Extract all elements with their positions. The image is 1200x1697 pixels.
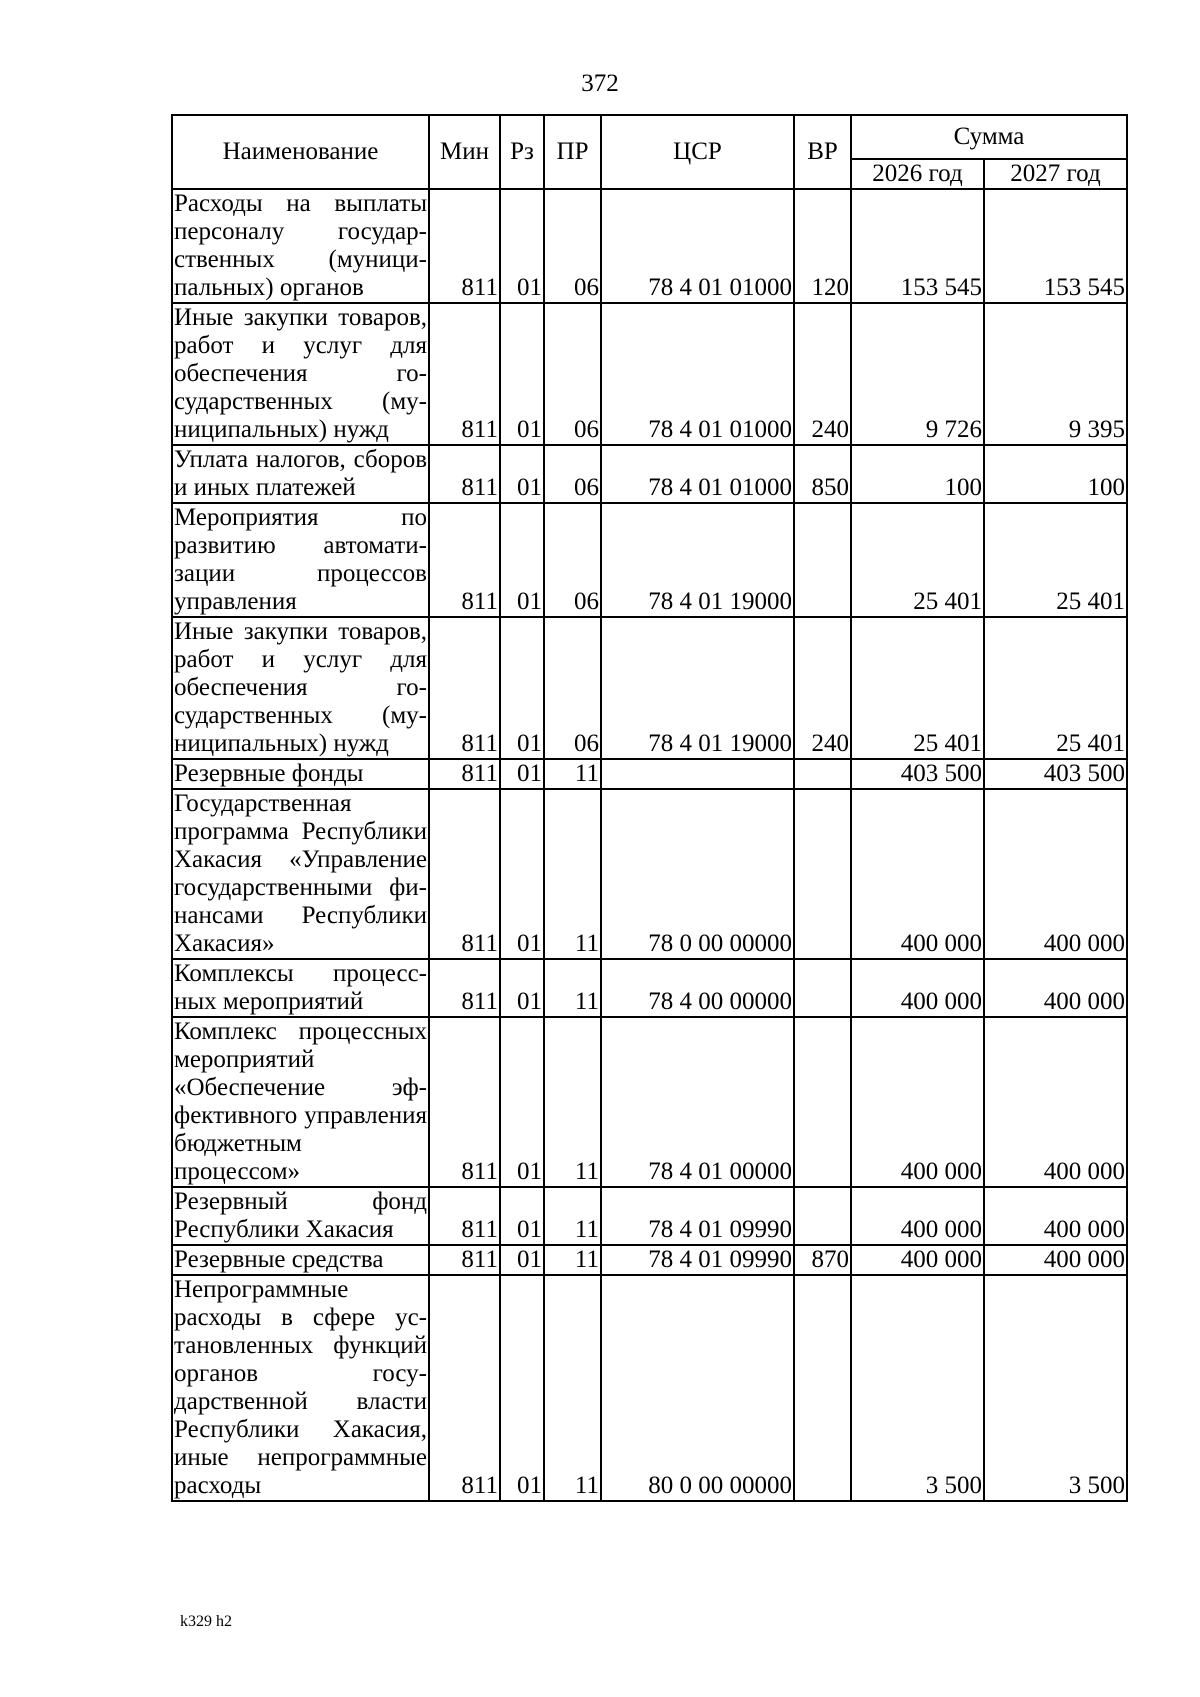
row-csr: 78 4 01 01000 (601, 445, 794, 503)
row-amount-2026: 100 (851, 445, 984, 503)
row-csr: 78 4 00 00000 (601, 959, 794, 1017)
row-rz: 01 (500, 1275, 544, 1501)
row-pr: 11 (544, 959, 601, 1017)
row-amount-2027: 9 395 (984, 303, 1127, 445)
row-min: 811 (429, 789, 500, 959)
row-pr: 11 (544, 1187, 601, 1245)
page-number: 372 (581, 70, 619, 97)
table-row (172, 1275, 1127, 1501)
row-pr: 06 (544, 303, 601, 445)
row-vr (794, 789, 851, 959)
row-name: Непрограммные расходы в сфере установленных функций органов государственной власти Республики Хакасия, иные непрограммные расходы (174, 1276, 427, 1499)
row-vr: 850 (794, 445, 851, 503)
row-amount-2027: 153 545 (984, 189, 1127, 303)
table-row (172, 617, 1127, 759)
row-rz: 01 (500, 189, 544, 303)
row-csr: 78 4 01 01000 (601, 303, 794, 445)
row-pr: 06 (544, 503, 601, 617)
row-min: 811 (429, 759, 500, 789)
row-name: Резервные фонды (172, 759, 429, 789)
row-amount-2027: 400 000 (984, 1245, 1127, 1275)
row-min: 811 (429, 1275, 500, 1501)
row-rz: 01 (500, 789, 544, 959)
row-vr: 120 (794, 189, 851, 303)
footer-code: k329 h2 (180, 1613, 232, 1630)
row-rz: 01 (500, 759, 544, 789)
row-name: Мероприятия по развитию автоматизации процессов управления (174, 504, 427, 615)
row-csr: 80 0 00 00000 (601, 1275, 794, 1501)
row-rz: 01 (500, 959, 544, 1017)
row-amount-2026: 153 545 (851, 189, 984, 303)
row-min: 811 (429, 445, 500, 503)
row-amount-2026: 9 726 (851, 303, 984, 445)
header-rz: Рз (500, 115, 544, 189)
row-vr (794, 1017, 851, 1187)
table-row (172, 1017, 1127, 1187)
table-row (172, 303, 1127, 445)
row-name: Государственная программа Республики Хакасия «Управление государственными финансами Республики Хакасия» (174, 790, 427, 957)
row-amount-2027: 400 000 (984, 789, 1127, 959)
header-name: Наименование (172, 115, 429, 189)
row-pr: 06 (544, 189, 601, 303)
row-min: 811 (429, 189, 500, 303)
row-pr: 11 (544, 1245, 601, 1275)
row-csr: 78 4 01 19000 (601, 503, 794, 617)
row-csr: 78 0 00 00000 (601, 789, 794, 959)
row-name: Уплата налогов, сборов и иных платежей (174, 446, 427, 501)
row-min: 811 (429, 1187, 500, 1245)
row-min: 811 (429, 617, 500, 759)
budget-table (171, 114, 1128, 1502)
row-amount-2026: 400 000 (851, 1187, 984, 1245)
row-csr (601, 759, 794, 789)
row-csr: 78 4 01 09990 (601, 1187, 794, 1245)
row-amount-2027: 400 000 (984, 1187, 1127, 1245)
table-row (172, 189, 1127, 303)
row-amount-2026: 25 401 (851, 503, 984, 617)
header-pr: ПР (544, 115, 601, 189)
header-min: Мин (429, 115, 500, 189)
row-vr (794, 759, 851, 789)
header-year-2026: 2026 год (851, 159, 984, 189)
row-name: Иные закупки товаров, работ и услуг для обеспечения государственных (муниципальных) нужд (174, 618, 427, 757)
row-rz: 01 (500, 1245, 544, 1275)
header-year-2027: 2027 год (984, 159, 1127, 189)
row-amount-2027: 100 (984, 445, 1127, 503)
row-name: Расходы на выплаты персоналу государственных (муниципальных) органов (174, 190, 427, 301)
row-csr: 78 4 01 09990 (601, 1245, 794, 1275)
row-vr (794, 503, 851, 617)
row-name: Комплексы процессных мероприятий (174, 960, 427, 1015)
table-row (172, 503, 1127, 617)
row-csr: 78 4 01 19000 (601, 617, 794, 759)
row-min: 811 (429, 1245, 500, 1275)
header-vr: ВР (794, 115, 851, 189)
row-name: Комплекс процессных мероприятий «Обеспечение эффективного управления бюджетным процессом» (174, 1018, 427, 1185)
header-sum: Сумма (851, 115, 1127, 159)
row-amount-2027: 403 500 (984, 759, 1127, 789)
row-amount-2026: 403 500 (851, 759, 984, 789)
row-pr: 11 (544, 1017, 601, 1187)
row-amount-2026: 25 401 (851, 617, 984, 759)
row-min: 811 (429, 303, 500, 445)
row-rz: 01 (500, 1187, 544, 1245)
row-min: 811 (429, 959, 500, 1017)
row-csr: 78 4 01 01000 (601, 189, 794, 303)
row-pr: 11 (544, 759, 601, 789)
row-amount-2026: 400 000 (851, 1245, 984, 1275)
row-name: Иные закупки товаров, работ и услуг для обеспечения государственных (муниципальных) нужд (174, 304, 427, 443)
table-row (172, 959, 1127, 1017)
row-pr: 06 (544, 617, 601, 759)
row-amount-2026: 400 000 (851, 959, 984, 1017)
table-row (172, 759, 1127, 789)
row-rz: 01 (500, 303, 544, 445)
row-vr: 240 (794, 617, 851, 759)
table-row (172, 1187, 1127, 1245)
row-amount-2026: 3 500 (851, 1275, 984, 1501)
row-rz: 01 (500, 503, 544, 617)
row-vr: 240 (794, 303, 851, 445)
row-amount-2027: 25 401 (984, 617, 1127, 759)
row-csr: 78 4 01 00000 (601, 1017, 794, 1187)
row-amount-2026: 400 000 (851, 1017, 984, 1187)
table-row (172, 1245, 1127, 1275)
row-amount-2027: 400 000 (984, 959, 1127, 1017)
row-pr: 11 (544, 1275, 601, 1501)
row-amount-2027: 25 401 (984, 503, 1127, 617)
row-pr: 11 (544, 789, 601, 959)
row-min: 811 (429, 503, 500, 617)
row-rz: 01 (500, 445, 544, 503)
row-rz: 01 (500, 617, 544, 759)
row-vr: 870 (794, 1245, 851, 1275)
row-amount-2026: 400 000 (851, 789, 984, 959)
row-vr (794, 1187, 851, 1245)
row-pr: 06 (544, 445, 601, 503)
row-name: Резервный фонд Республики Хакасия (174, 1188, 427, 1243)
header-csr: ЦСР (601, 115, 794, 189)
row-vr (794, 1275, 851, 1501)
row-amount-2027: 3 500 (984, 1275, 1127, 1501)
row-vr (794, 959, 851, 1017)
row-rz: 01 (500, 1017, 544, 1187)
row-min: 811 (429, 1017, 500, 1187)
table-row (172, 789, 1127, 959)
row-name: Резервные средства (172, 1245, 429, 1275)
row-amount-2027: 400 000 (984, 1017, 1127, 1187)
table-row (172, 445, 1127, 503)
